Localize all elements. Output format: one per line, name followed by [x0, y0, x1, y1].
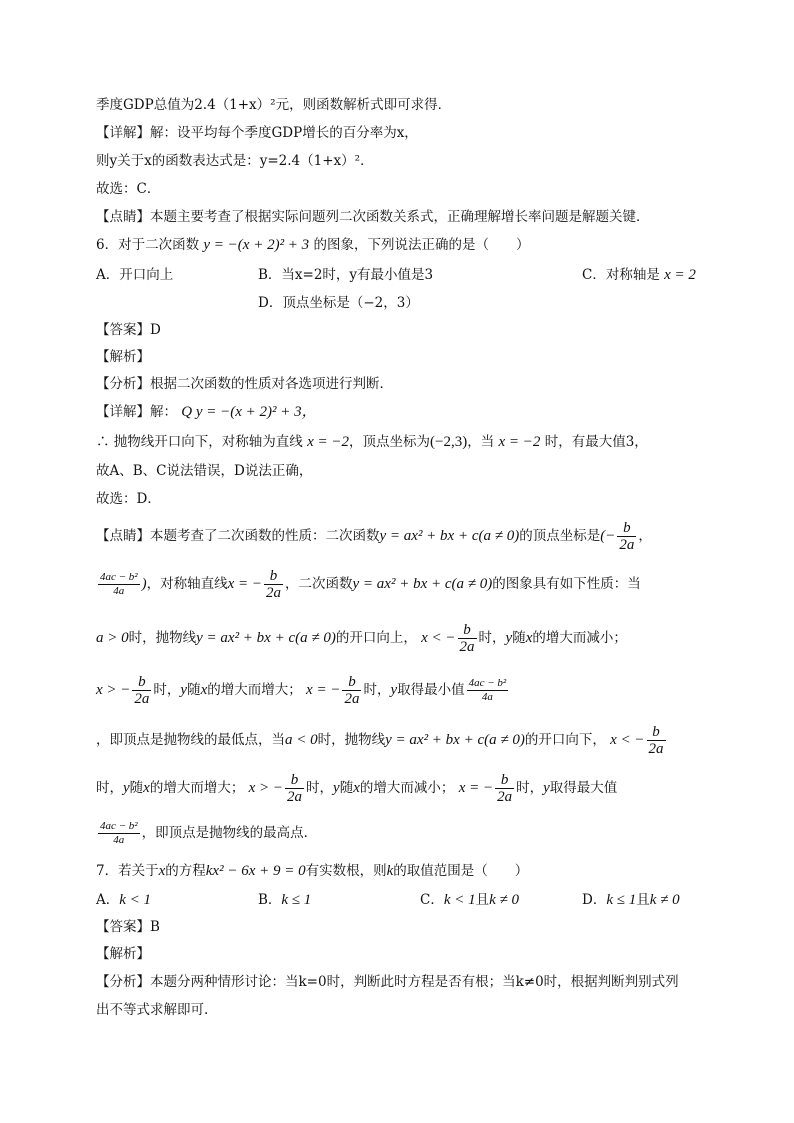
text: 时，抛物线: [128, 630, 197, 646]
math-expr: k ≤ 1: [606, 892, 637, 908]
math-expr: y = ax² + bx + c(a ≠ 0): [385, 732, 525, 748]
text: 的图象具有如下性质：当: [492, 576, 641, 592]
math-expr: Q y = −(x + 2)² + 3，: [181, 404, 317, 420]
text: 随: [187, 682, 201, 698]
text: 取得最小值: [397, 682, 465, 698]
math-expr: k < 1: [443, 892, 476, 908]
text: 有实数根，则: [305, 863, 387, 879]
text: 【详解】解：: [96, 404, 177, 420]
text: 的顶点坐标是: [519, 528, 601, 544]
summary-line: 时，y随x的增大而增大； x > − $\frac{b}{2a}$ 时，y随x的增大而减小； x = − $\frac{b}{2a}$ 时，y取得最大值: [96, 772, 618, 805]
option-a: A．开口向上: [96, 267, 174, 283]
fraction: $\frac{b}{2a}$: [648, 724, 664, 757]
text: 的开口向上，: [335, 630, 417, 646]
analysis-label: 【解析】: [96, 349, 150, 365]
math-expr: k ≠ 0: [489, 892, 520, 908]
summary-line: a > 0时，抛物线y = ax² + bx + c(a ≠ 0)的开口向上， x < − $\frac{b}{2a}$ 时，y随x的增大而减小；: [96, 622, 627, 655]
analysis-text: 【分析】本题分两种情形讨论：当k=0时，判断此时方程是否有根；当k≠0时，根据判断判别式列: [96, 974, 679, 990]
fraction: $\frac{b}{2a}$: [266, 568, 282, 601]
text: 取得最大值: [549, 780, 618, 796]
fraction: $\frac{b}{2a}$: [287, 772, 303, 805]
text: A．: [96, 892, 120, 908]
text: 的图象，下列说法正确的是（ ）: [313, 237, 530, 253]
math-expr: k ≠ 0: [649, 892, 680, 908]
fraction: $\frac{b}{2a}$: [134, 674, 150, 707]
text: 7．若关于: [96, 863, 159, 879]
detail-line: [96, 433, 648, 451]
text: 时，: [96, 780, 123, 796]
fraction: $\frac{\text{4ac − b²}}{4a}$: [100, 571, 138, 597]
answer-label: 【答案】D: [96, 322, 161, 338]
text: 且: [475, 892, 490, 908]
fraction: $\frac{\text{4ac − b²}}{4a}$: [468, 677, 507, 703]
summary-line: [96, 820, 317, 847]
math-expr: kx² − 6x + 9 = 0: [205, 863, 306, 879]
text: 的增大而增大；: [207, 682, 302, 698]
text: 时，抛物线: [317, 732, 386, 748]
text: 时，: [516, 780, 544, 796]
fraction: $\frac{b}{2a}$: [497, 772, 513, 805]
text-line: 则y关于x的函数表达式是：y=2.4（1+x）²．: [96, 153, 374, 169]
text: B．: [258, 892, 282, 908]
analysis-label: 【解析】: [96, 946, 150, 962]
text: ，即顶点是抛物线的最低点，当: [96, 732, 285, 748]
answer-label: 【答案】B: [96, 919, 160, 935]
text: 的取值范围是（ ）: [393, 863, 529, 879]
text: ，当: [467, 434, 495, 450]
text: 【点睛】本题考查了二次函数的性质：二次函数: [96, 528, 380, 544]
option-b: [258, 891, 311, 909]
text: 时，: [306, 780, 334, 796]
fraction: $\frac{b}{2a}$: [459, 622, 475, 655]
analysis-text: 出不等式求解即可.: [96, 1002, 209, 1018]
option-d: [582, 891, 680, 909]
text-line: 故选：C．: [96, 181, 161, 197]
question-7-stem: 7．若关于x的方程kx² − 6x + 9 = 0有实数根，则k的取值范围是（ ）: [96, 863, 529, 879]
text-line: 季度GDP总值为2.4（1+x）²元，则函数解析式即可求得．: [96, 97, 452, 113]
text: C．对称轴是: [582, 267, 660, 283]
text: 随: [129, 780, 144, 796]
math-expr: k ≤ 1: [281, 892, 312, 908]
detail-line: 故选：D．: [96, 491, 161, 507]
text: 且: [636, 892, 650, 908]
text: 的增大而减小；: [359, 780, 455, 796]
text: 时，: [363, 682, 391, 698]
text: 时，: [478, 630, 506, 646]
text: ，即顶点是抛物线的最高点．: [141, 825, 318, 841]
math-expr: k < 1: [119, 892, 152, 908]
option-b: B．当x=2时，y有最小值是3: [258, 267, 434, 283]
analysis-text: 【分析】根据二次函数的性质对各选项进行判断．: [96, 376, 393, 392]
text: 的方程: [165, 863, 206, 879]
text: D．: [582, 892, 607, 908]
math-expr: y = ax² + bx + c(a ≠ 0): [379, 528, 520, 544]
math-expr: y = ax² + bx + c(a ≠ 0): [352, 576, 493, 592]
math-expr: (−2,3): [430, 434, 468, 450]
text: 的增大而减小；: [532, 630, 627, 646]
text: 随: [512, 630, 526, 646]
math-expr: x = −2: [307, 434, 349, 450]
text-line: 【详解】解：设平均每个季度GDP增长的百分率为x，: [96, 125, 418, 141]
text: 6．对于二次函数: [96, 237, 200, 253]
math-expr: x = 2: [664, 267, 696, 283]
text: C．: [420, 892, 444, 908]
text: 的增大而增大；: [149, 780, 245, 796]
option-c: [420, 891, 519, 909]
summary-line: 【点睛】本题考查了二次函数的性质：二次函数y = ax² + bx + c(a ≠ 0)的顶点坐标是(− $\frac{b}{2a}$ ，: [96, 520, 652, 553]
option-c: [582, 266, 696, 284]
text: ，顶点坐标为: [349, 434, 430, 450]
text: 时，: [153, 682, 181, 698]
math-expr: y = ax² + bx + c(a ≠ 0): [196, 630, 336, 646]
math-expr: y = −(x + 2)² + 3: [203, 237, 310, 253]
text: 的开口向下，: [524, 732, 606, 748]
fraction: $\frac{\text{4ac − b²}}{4a}$: [100, 820, 138, 846]
detail-line: 故A、B、C说法错误，D说法正确，: [96, 463, 313, 479]
summary-line: x > − $\frac{b}{2a}$ 时，y随x的增大而增大； x = − $\frac{b}{2a}$ 时，y取得最小值 $\frac{\text{4ac − b²}}{4a}$: [96, 674, 507, 707]
text-line: 【点睛】本题主要考查了根据实际问题列二次函数关系式，正确理解增长率问题是解题关键．: [96, 209, 650, 225]
question-6-stem: [96, 236, 529, 254]
option-d: D．顶点坐标是（−2，3）: [258, 295, 419, 311]
text: ，二次函数: [285, 576, 353, 592]
summary-line: $\frac{\text{4ac − b²}}{4a}$ )，对称轴直线x = − $\frac{b}{2a}$ ，二次函数y = ax² + bx + c(a ≠ 0)的图象具有如下性质：当: [100, 568, 641, 601]
text: 时，有最大值3，: [544, 434, 648, 450]
text: ∴ 抛物线开口向下，对称轴为直线: [96, 434, 303, 450]
fraction: $\frac{b}{2a}$: [619, 520, 635, 553]
text: 随: [339, 780, 354, 796]
detail-line: [96, 403, 317, 421]
summary-line: ，即顶点是抛物线的最低点，当a < 0时，抛物线y = ax² + bx + c(a ≠ 0)的开口向下， x < − $\frac{b}{2a}$: [96, 724, 664, 757]
option-a: [96, 891, 151, 909]
fraction: $\frac{b}{2a}$: [344, 674, 360, 707]
math-expr: x = −2: [498, 434, 541, 450]
text: ，对称轴直线: [146, 576, 228, 592]
